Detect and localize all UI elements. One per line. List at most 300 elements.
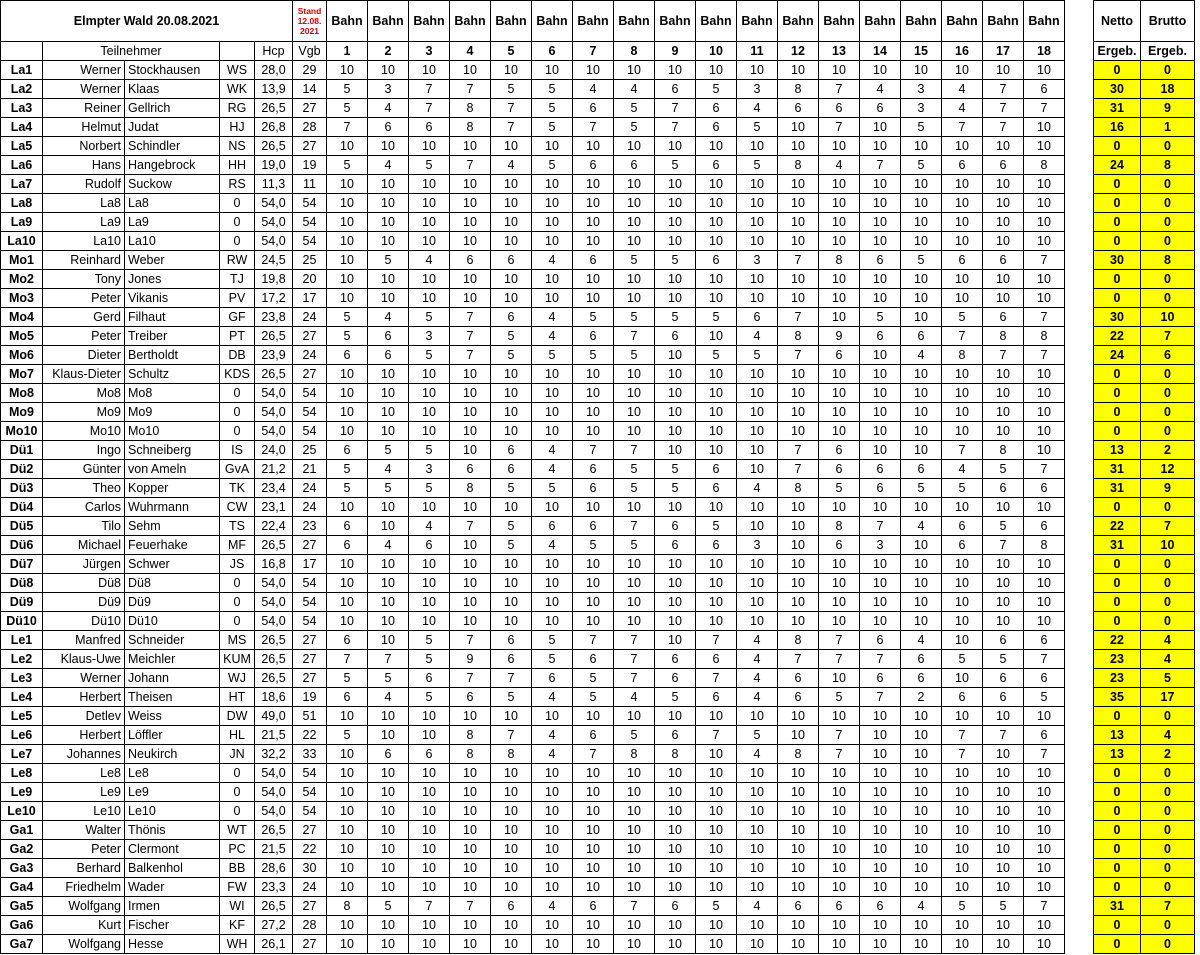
table-row [1,403,1195,422]
spacer [1065,346,1094,365]
hcp-value: 54,0 [255,593,293,612]
hole-score: 10 [901,802,942,821]
initials: KF [220,916,255,935]
hole-score: 10 [737,384,778,403]
first-name: Wolfgang [43,935,125,954]
last-name: Le9 [125,783,220,802]
hole-score: 10 [409,175,450,194]
hole-score: 10 [491,61,532,80]
spacer [1065,593,1094,612]
hole-score: 6 [901,327,942,346]
hole-score: 10 [573,403,614,422]
hole-score: 4 [368,308,409,327]
netto-result: 0 [1094,783,1141,802]
hole-score: 10 [737,878,778,897]
hcp-value: 26,5 [255,137,293,156]
spacer [1065,840,1094,859]
hole-score: 4 [532,441,573,460]
hole-score: 10 [655,175,696,194]
netto-result: 0 [1094,593,1141,612]
first-name: Dieter [43,346,125,365]
hole-score: 10 [327,251,368,270]
hole-score: 10 [778,916,819,935]
first-name: Manfred [43,631,125,650]
hole-score: 7 [450,897,491,916]
netto-result: 22 [1094,631,1141,650]
brutto-result: 0 [1141,213,1195,232]
hole-score: 10 [819,498,860,517]
player-code: La9 [1,213,43,232]
table-row [1,745,1195,764]
hole-score: 10 [942,840,983,859]
hole-score: 10 [573,840,614,859]
hole-score: 7 [860,517,901,536]
hole-score: 10 [655,612,696,631]
hole-score: 10 [655,137,696,156]
netto-result: 0 [1094,365,1141,384]
last-name: Mo10 [125,422,220,441]
vgb-value: 54 [293,194,327,213]
hole-score: 10 [778,422,819,441]
hole-score: 10 [573,365,614,384]
hcp-value: 21,5 [255,726,293,745]
hole-score: 7 [573,118,614,137]
hcp-value: 54,0 [255,403,293,422]
hole-score: 10 [901,384,942,403]
first-name: Ingo [43,441,125,460]
table-row [1,783,1195,802]
hole-score: 10 [737,289,778,308]
hole-score: 10 [491,498,532,517]
hole-score: 3 [901,80,942,99]
hole-score: 5 [491,327,532,346]
player-code: Dü5 [1,517,43,536]
hole-score: 6 [573,251,614,270]
hole-score: 10 [573,878,614,897]
hole-score: 8 [819,251,860,270]
hole-score: 7 [942,327,983,346]
hole-score: 6 [860,669,901,688]
hcp-value: 26,5 [255,650,293,669]
first-name: Klaus-Dieter [43,365,125,384]
hole-score: 10 [450,859,491,878]
player-code: Ga4 [1,878,43,897]
hole-score: 10 [450,384,491,403]
hole-score: 10 [696,802,737,821]
brutto-result: 0 [1141,916,1195,935]
hole-score: 10 [778,137,819,156]
hole-score: 10 [655,935,696,954]
vgb-value: 27 [293,99,327,118]
hole-score: 10 [901,935,942,954]
hole-score: 10 [696,403,737,422]
bahn-header: Bahn [942,1,983,42]
hole-score: 10 [327,707,368,726]
initials: FW [220,878,255,897]
hole-score: 4 [532,251,573,270]
hole-score: 10 [1024,365,1065,384]
brutto-result: 1 [1141,118,1195,137]
brutto-result: 8 [1141,251,1195,270]
last-name: Suckow [125,175,220,194]
hole-score: 10 [737,916,778,935]
hole-number: 17 [983,42,1024,61]
hole-score: 10 [450,137,491,156]
hole-score: 7 [614,650,655,669]
hole-score: 5 [573,536,614,555]
brutto-result: 9 [1141,99,1195,118]
hole-score: 10 [327,935,368,954]
hole-score: 7 [614,631,655,650]
hole-score: 8 [778,479,819,498]
bahn-header: Bahn [983,1,1024,42]
hole-score: 10 [819,61,860,80]
hole-score: 10 [942,878,983,897]
hole-score: 10 [491,555,532,574]
hole-score: 10 [778,270,819,289]
vgb-value: 22 [293,726,327,745]
hole-score: 6 [860,251,901,270]
hole-score: 10 [942,916,983,935]
brutto-result: 0 [1141,175,1195,194]
bahn-header: Bahn [901,1,942,42]
hole-score: 10 [942,612,983,631]
initials: JN [220,745,255,764]
hole-score: 5 [532,118,573,137]
hole-score: 10 [860,878,901,897]
table-row [1,650,1195,669]
hole-score: 10 [614,232,655,251]
netto-result: 0 [1094,384,1141,403]
hole-score: 6 [532,669,573,688]
netto-result: 0 [1094,555,1141,574]
brutto-result: 7 [1141,897,1195,916]
hole-score: 10 [327,384,368,403]
hole-score: 6 [1024,669,1065,688]
netto-result: 0 [1094,403,1141,422]
hole-score: 10 [327,232,368,251]
hole-score: 10 [573,859,614,878]
hole-score: 10 [778,935,819,954]
hole-score: 5 [327,479,368,498]
last-name: Löffler [125,726,220,745]
initials: 0 [220,764,255,783]
hole-score: 10 [901,574,942,593]
hole-score: 6 [655,517,696,536]
hole-score: 10 [901,403,942,422]
hole-score: 7 [942,745,983,764]
table-row [1,821,1195,840]
header-row-1 [1,1,1195,42]
hole-score: 5 [368,441,409,460]
hole-score: 10 [327,821,368,840]
hole-score: 10 [819,574,860,593]
hole-score: 4 [532,327,573,346]
last-name: Dü10 [125,612,220,631]
hole-score: 10 [778,878,819,897]
hole-score: 5 [573,308,614,327]
hcp-value: 28,0 [255,61,293,80]
hole-score: 10 [696,327,737,346]
hole-score: 4 [819,156,860,175]
player-code: La3 [1,99,43,118]
hole-number: 1 [327,42,368,61]
hole-score: 5 [983,650,1024,669]
hole-score: 7 [1024,99,1065,118]
hole-score: 7 [819,118,860,137]
hole-score: 10 [450,441,491,460]
hole-score: 6 [942,517,983,536]
netto-result: 0 [1094,840,1141,859]
spacer [1065,916,1094,935]
hole-score: 10 [1024,707,1065,726]
hole-score: 6 [655,80,696,99]
hole-score: 6 [696,479,737,498]
hole-score: 10 [819,593,860,612]
hole-score: 10 [860,574,901,593]
hole-number: 12 [778,42,819,61]
hole-score: 6 [327,688,368,707]
spacer [1065,232,1094,251]
hole-score: 10 [778,802,819,821]
hole-score: 5 [737,118,778,137]
hole-score: 7 [1024,897,1065,916]
hole-score: 10 [573,612,614,631]
hcp-value: 24,0 [255,441,293,460]
hole-score: 6 [409,669,450,688]
hole-score: 10 [860,935,901,954]
hole-score: 10 [532,422,573,441]
hole-score: 10 [491,859,532,878]
bahn-header: Bahn [532,1,573,42]
last-name: Jones [125,270,220,289]
hole-score: 10 [409,593,450,612]
hole-score: 10 [983,498,1024,517]
hcp-value: 26,5 [255,327,293,346]
table-row [1,365,1195,384]
hole-score: 6 [778,897,819,916]
hole-score: 10 [983,403,1024,422]
hole-score: 8 [450,479,491,498]
hole-score: 10 [942,498,983,517]
hole-score: 10 [655,213,696,232]
hole-score: 6 [696,460,737,479]
hole-score: 4 [532,897,573,916]
hole-score: 10 [409,612,450,631]
player-code: Dü4 [1,498,43,517]
hole-score: 4 [737,631,778,650]
brutto-result: 0 [1141,194,1195,213]
hole-score: 6 [819,99,860,118]
hole-score: 10 [983,194,1024,213]
hole-score: 6 [983,156,1024,175]
brutto-result: 12 [1141,460,1195,479]
initials: JS [220,555,255,574]
hole-score: 10 [860,441,901,460]
table-row [1,593,1195,612]
hole-score: 10 [696,384,737,403]
last-name: Theisen [125,688,220,707]
hole-score: 10 [614,612,655,631]
hole-score: 10 [614,821,655,840]
brutto-ergeb-header: Ergeb. [1141,42,1195,61]
hole-score: 10 [409,802,450,821]
hole-score: 4 [368,99,409,118]
hole-score: 10 [368,840,409,859]
hole-score: 10 [409,232,450,251]
hcp-value: 54,0 [255,232,293,251]
netto-result: 0 [1094,289,1141,308]
hole-score: 10 [532,935,573,954]
hole-score: 10 [327,498,368,517]
hole-score: 10 [696,270,737,289]
netto-result: 0 [1094,422,1141,441]
spacer [1065,1,1094,42]
hole-score: 10 [737,517,778,536]
hole-score: 7 [983,80,1024,99]
vgb-value: 22 [293,840,327,859]
bahn-header: Bahn [573,1,614,42]
hole-score: 10 [532,175,573,194]
hole-score: 10 [737,707,778,726]
hole-score: 7 [942,441,983,460]
netto-result: 13 [1094,726,1141,745]
hole-score: 4 [901,517,942,536]
hole-score: 10 [450,840,491,859]
hole-score: 10 [491,175,532,194]
last-name: Vikanis [125,289,220,308]
hole-score: 10 [450,536,491,555]
hole-score: 6 [942,536,983,555]
hole-score: 10 [368,859,409,878]
vgb-value: 27 [293,650,327,669]
hole-score: 6 [1024,80,1065,99]
hole-score: 10 [450,707,491,726]
hole-score: 10 [573,194,614,213]
hole-score: 10 [409,422,450,441]
vgb-value: 54 [293,593,327,612]
hole-score: 10 [614,498,655,517]
hole-score: 10 [696,745,737,764]
hole-score: 3 [901,99,942,118]
hole-score: 10 [942,422,983,441]
netto-result: 13 [1094,745,1141,764]
hole-score: 10 [778,726,819,745]
hole-score: 10 [1024,194,1065,213]
hole-score: 7 [409,80,450,99]
last-name: Mo8 [125,384,220,403]
hole-score: 10 [1024,783,1065,802]
hole-score: 10 [696,612,737,631]
hole-score: 4 [614,688,655,707]
hole-score: 7 [368,650,409,669]
last-name: Schultz [125,365,220,384]
hole-score: 6 [450,251,491,270]
hole-score: 10 [819,802,860,821]
hole-score: 5 [532,346,573,365]
hole-score: 10 [860,612,901,631]
player-code: La6 [1,156,43,175]
hole-score: 10 [491,707,532,726]
player-code: Mo6 [1,346,43,365]
hole-score: 10 [655,232,696,251]
header-row-2 [1,42,1195,61]
hole-score: 10 [983,555,1024,574]
vgb-value: 54 [293,612,327,631]
netto-result: 0 [1094,232,1141,251]
hole-score: 10 [491,270,532,289]
first-name: Reiner [43,99,125,118]
hole-score: 7 [778,251,819,270]
last-name: Hesse [125,935,220,954]
hcp-value: 19,8 [255,270,293,289]
hole-number: 14 [860,42,901,61]
hole-score: 10 [532,61,573,80]
hole-score: 6 [860,897,901,916]
hole-score: 10 [1024,441,1065,460]
hole-score: 10 [696,422,737,441]
hole-score: 10 [819,365,860,384]
netto-result: 0 [1094,612,1141,631]
hole-score: 10 [368,707,409,726]
hole-score: 10 [696,859,737,878]
hole-score: 10 [942,194,983,213]
hole-score: 5 [614,479,655,498]
hole-score: 6 [573,156,614,175]
initials: WS [220,61,255,80]
hole-score: 10 [573,574,614,593]
hole-number: 5 [491,42,532,61]
hole-score: 4 [737,669,778,688]
hole-score: 6 [983,308,1024,327]
hcp-value: 54,0 [255,764,293,783]
hole-score: 6 [573,327,614,346]
brutto-result: 18 [1141,80,1195,99]
last-name: Schneiberg [125,441,220,460]
hole-score: 10 [860,403,901,422]
spacer [1065,422,1094,441]
hole-score: 10 [368,935,409,954]
hole-score: 10 [368,384,409,403]
table-row [1,118,1195,137]
table-row [1,707,1195,726]
hole-score: 10 [655,764,696,783]
hole-score: 10 [573,916,614,935]
hole-score: 10 [327,840,368,859]
hole-score: 10 [491,289,532,308]
hole-score: 10 [901,441,942,460]
spacer [1065,878,1094,897]
hole-score: 10 [614,764,655,783]
netto-result: 22 [1094,327,1141,346]
hole-number: 8 [614,42,655,61]
first-name: Johannes [43,745,125,764]
hole-score: 10 [491,593,532,612]
hole-score: 6 [778,669,819,688]
first-name: Rudolf [43,175,125,194]
hole-score: 7 [327,118,368,137]
player-code: Le6 [1,726,43,745]
hole-score: 6 [327,346,368,365]
hole-score: 8 [1024,156,1065,175]
player-code: Ga5 [1,897,43,916]
hcp-value: 13,9 [255,80,293,99]
hole-score: 10 [368,232,409,251]
hole-score: 10 [614,593,655,612]
spacer [1065,707,1094,726]
vgb-value: 21 [293,460,327,479]
hole-score: 5 [696,80,737,99]
